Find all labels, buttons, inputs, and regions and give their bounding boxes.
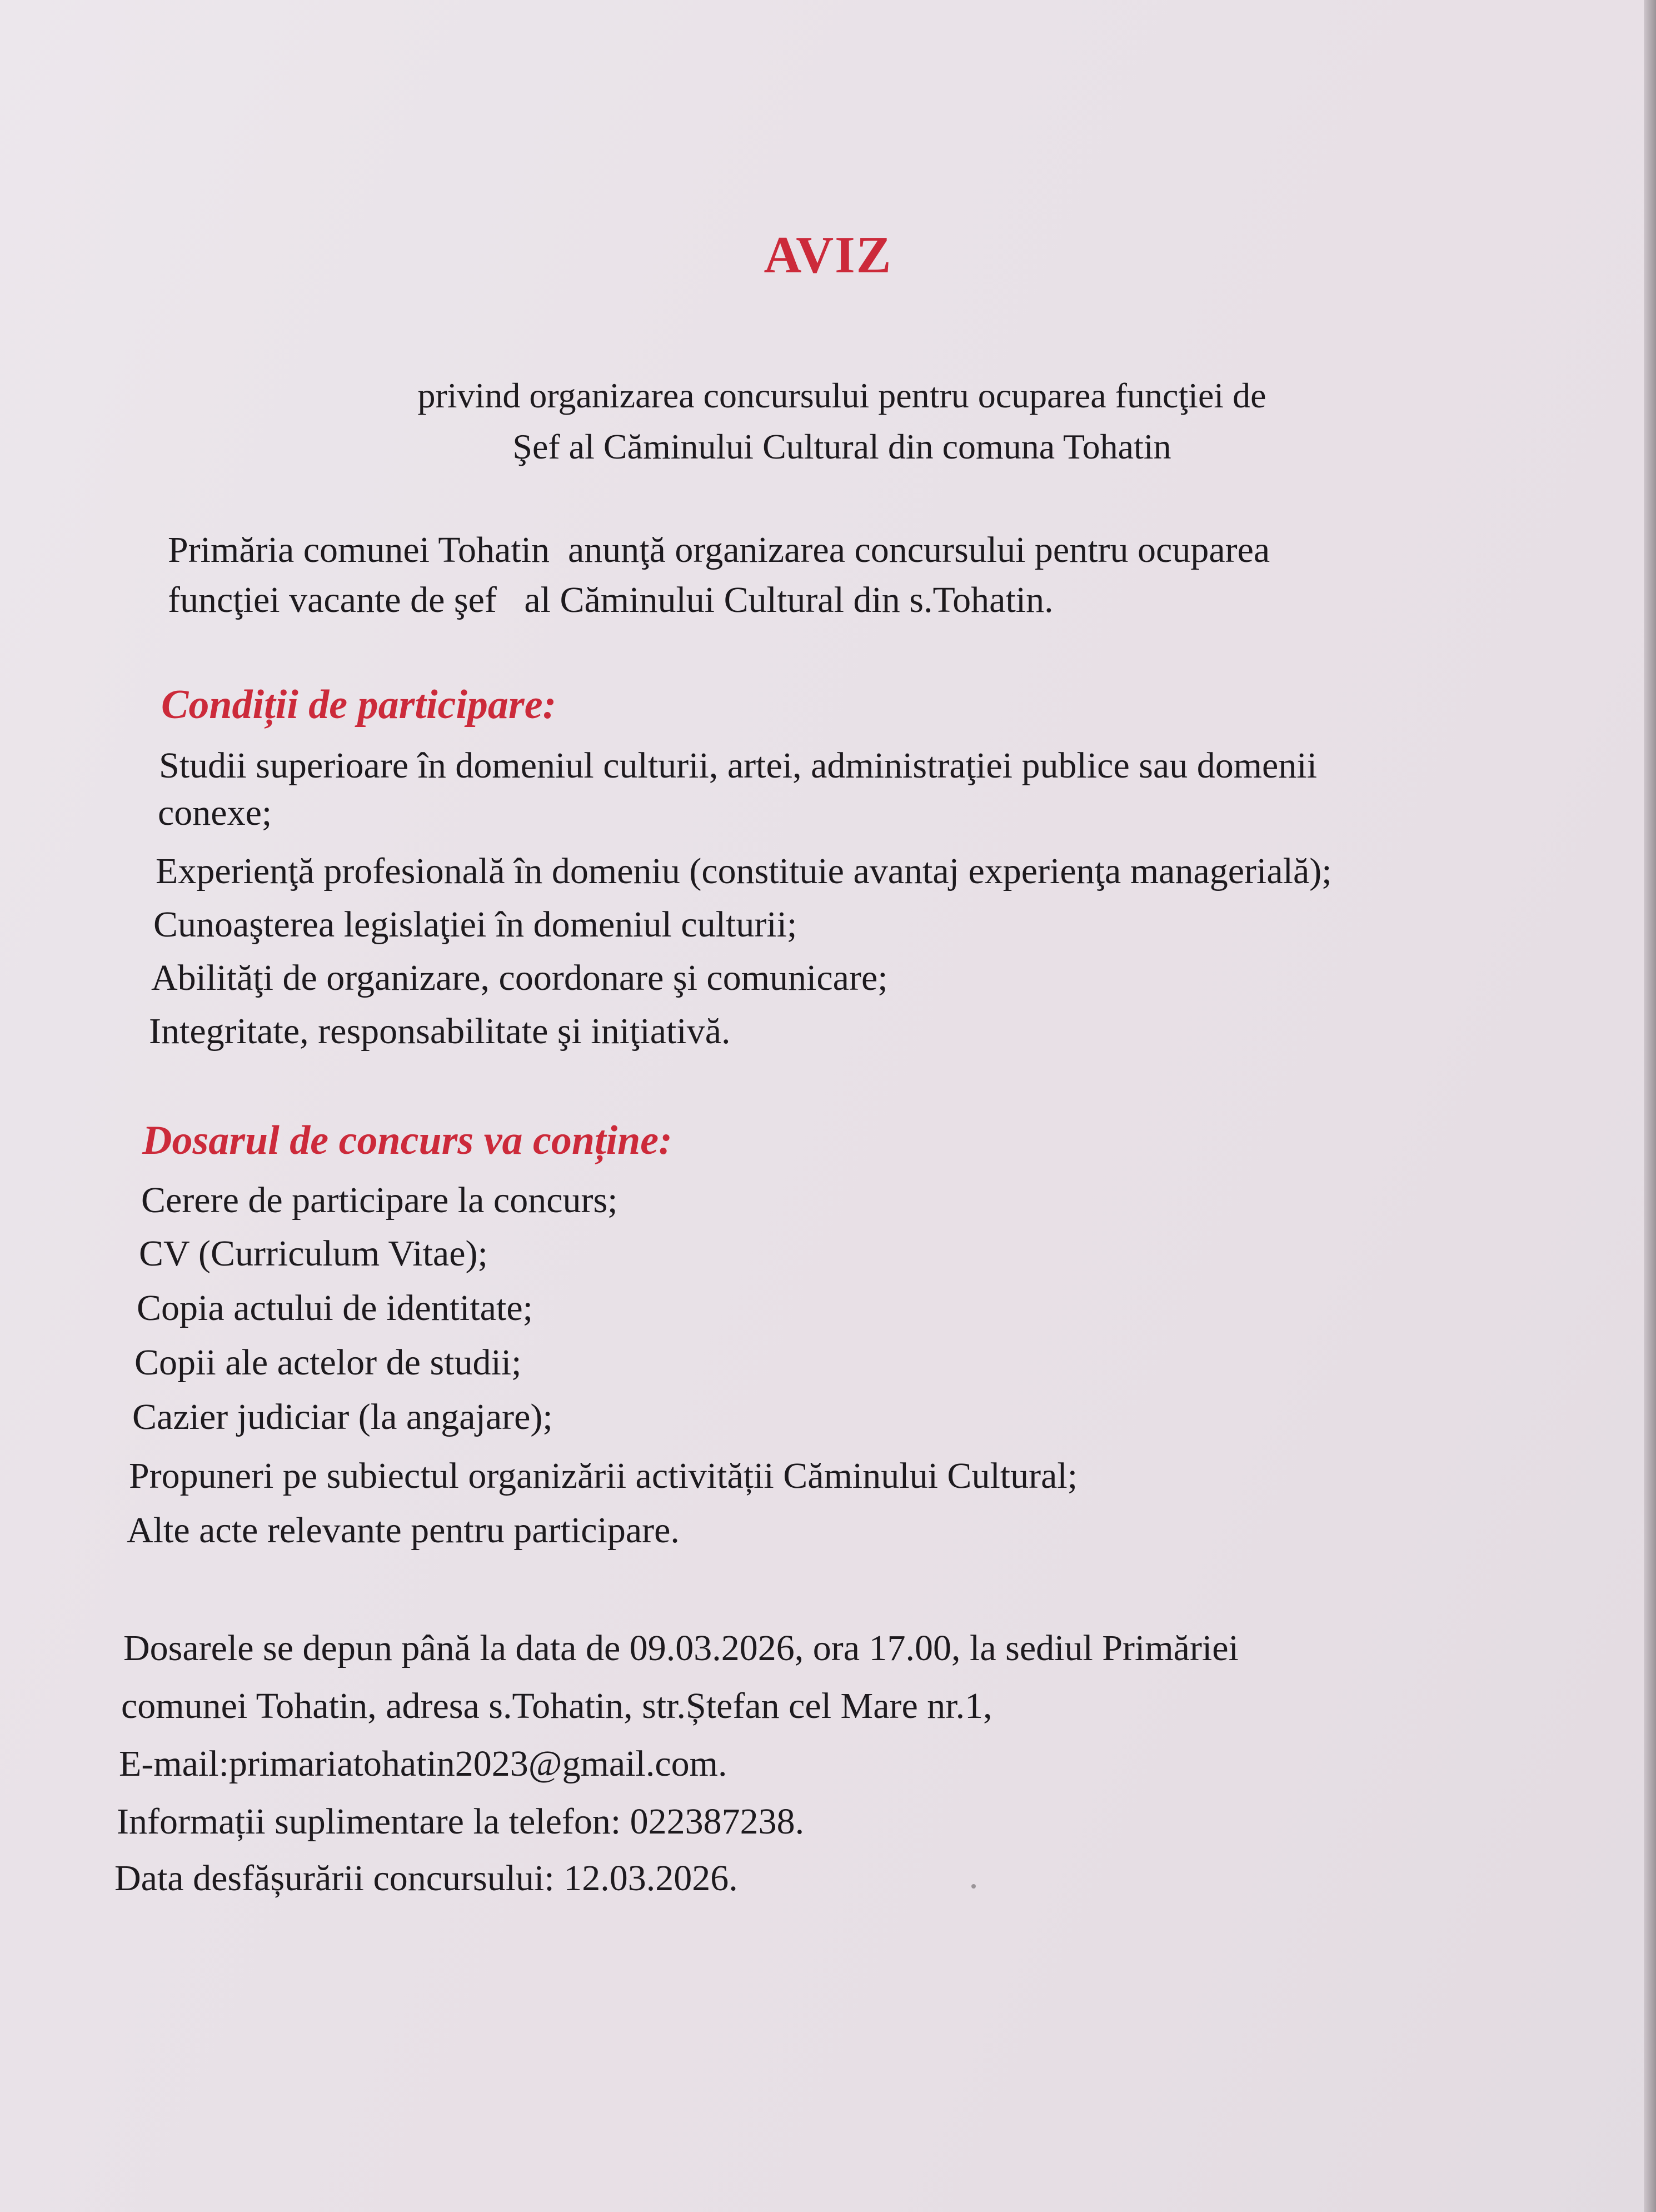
dossier-item: Cazier judiciar (la angajare); — [132, 1397, 553, 1437]
submission-line: Data desfășurării concursului: 12.03.2026. — [114, 1858, 738, 1899]
condition-item: Studii superioare în domeniul culturii, artei, administraţiei publice sau domenii — [159, 745, 1318, 786]
condition-item: Cunoaşterea legislaţiei în domeniul culturii; — [153, 904, 797, 945]
dossier-item: Copia actului de identitate; — [137, 1288, 533, 1328]
conditions-heading: Condiții de participare: — [161, 682, 557, 728]
submission-line: comunei Tohatin, adresa s.Tohatin, str.Ștefan cel Mare nr.1, — [121, 1686, 992, 1726]
subtitle-line-1: privind organizarea concursului pentru ocuparea funcţiei de — [417, 376, 1266, 415]
condition-item: Integritate, responsabilitate şi iniţiativă. — [149, 1011, 731, 1052]
dossier-item: Alte acte relevante pentru participare. — [127, 1510, 680, 1551]
submission-line: Dosarele se depun până la data de 09.03.2026, ora 17.00, la sediul Primăriei — [123, 1628, 1239, 1668]
dossier-item: Propuneri pe subiectul organizării activității Căminului Cultural; — [129, 1456, 1078, 1496]
subtitle-line-2: Şef al Căminului Cultural din comuna Tohatin — [512, 427, 1171, 466]
condition-item: Experienţă profesională în domeniu (constituie avantaj experienţa managerială); — [156, 851, 1332, 891]
dossier-item: Copii ale actelor de studii; — [134, 1342, 522, 1383]
dossier-item: Cerere de participare la concurs; — [141, 1180, 618, 1220]
intro-line-2: funcţiei vacante de şef al Căminului Cultural din s.Tohatin. — [168, 580, 1054, 620]
condition-item: conexe; — [158, 793, 272, 833]
dossier-item: CV (Curriculum Vitae); — [139, 1233, 488, 1274]
document-title: AVIZ — [764, 226, 892, 284]
page-edge-shadow — [1644, 0, 1656, 2212]
intro-line-1: Primăria comunei Tohatin anunţă organizarea concursului pentru ocuparea — [168, 530, 1270, 570]
submission-line: E-mail:primariatohatin2023@gmail.com. — [119, 1743, 727, 1784]
ink-speck — [971, 1884, 976, 1889]
dossier-heading: Dosarul de concurs va conține: — [142, 1118, 672, 1163]
submission-line: Informații suplimentare la telefon: 022387238. — [117, 1801, 805, 1842]
condition-item: Abilităţi de organizare, coordonare şi comunicare; — [151, 958, 888, 998]
